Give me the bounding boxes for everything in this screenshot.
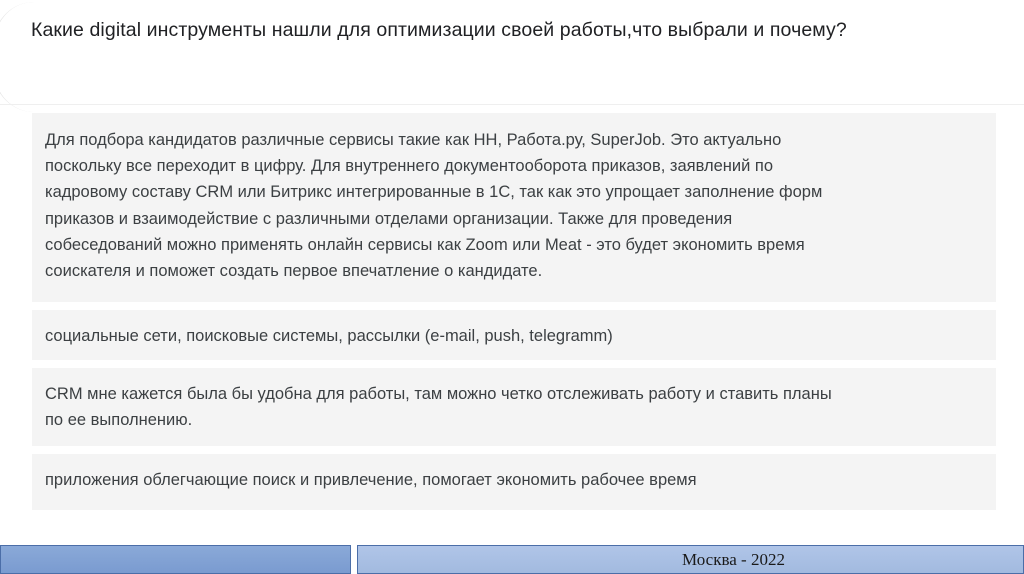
answers-list xyxy=(32,113,996,518)
footer-right-block xyxy=(357,545,1024,574)
corner-decoration xyxy=(0,2,34,112)
header-divider xyxy=(0,104,1024,105)
answer-item-4: приложения облегчающие поиск и привлечение, помогает экономить рабочее время xyxy=(32,454,996,510)
answer-item-3: CRM мне кажется была бы удобна для работы, там можно четко отслеживать работу и ставить планы по ее выполнению. xyxy=(32,368,996,446)
answer-item-1: Для подбора кандидатов различные сервисы такие как HH, Работа.ру, SuperJob. Это актуально поскольку все переходит в цифру. Для внутреннего документооборота приказов, заявлений по кадровому составу CRM или Битрикс интегрированные в 1С, так как это упрощает заполнение форм приказов и взаимодействие с различными отделами организации. Также для проведения собеседований можно применять онлайн сервисы как Zoom или Meat - это будет экономить время соискателя и поможет создать первое впечатление о кандидате. xyxy=(32,113,996,302)
footer-left-block xyxy=(0,545,351,574)
answer-item-2: социальные сети, поисковые системы, рассылки (e-mail, push, telegramm) xyxy=(32,310,996,360)
question-title: Какие digital инструменты нашли для оптимизации своей работы,что выбрали и почему? xyxy=(31,19,847,41)
footer-bar xyxy=(0,545,1024,574)
footer-city-year: Москва - 2022 xyxy=(682,549,785,569)
